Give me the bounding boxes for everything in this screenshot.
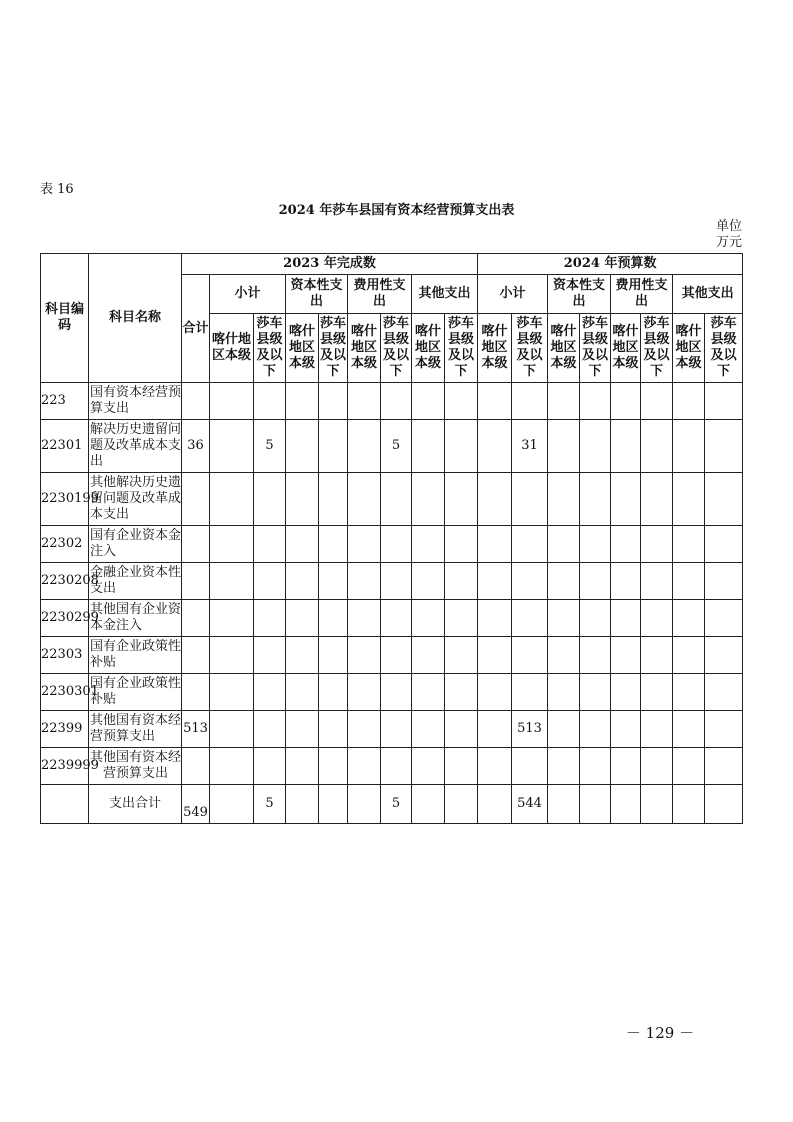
row-value: [182, 473, 210, 526]
row-value: [548, 711, 580, 748]
row-value: [254, 473, 286, 526]
row-code: 2230301: [41, 674, 89, 711]
header-sub-kashgar: 喀什地区本级: [412, 314, 445, 383]
row-name: 其他国有资本经营预算支出: [89, 711, 182, 748]
table-number: 表 16: [40, 182, 74, 197]
total-value: [319, 785, 348, 824]
row-value: [319, 420, 348, 473]
total-value: 549: [182, 785, 210, 824]
row-value: [445, 674, 478, 711]
row-value: 5: [254, 420, 286, 473]
table-row: [41, 637, 743, 674]
row-value: [478, 637, 512, 674]
row-value: [548, 637, 580, 674]
header-2023-expense: 费用性支出: [348, 275, 412, 314]
row-value: [210, 600, 254, 637]
row-value: [611, 526, 641, 563]
row-value: [319, 563, 348, 600]
row-value: [705, 420, 743, 473]
row-value: [478, 674, 512, 711]
row-value: [412, 473, 445, 526]
row-value: [673, 711, 705, 748]
row-value: [412, 526, 445, 563]
header-2024-other: 其他支出: [673, 275, 743, 314]
row-value: [319, 637, 348, 674]
row-value: [319, 748, 348, 785]
header-sub-kashgar: 喀什地区本级: [478, 314, 512, 383]
row-value: [673, 473, 705, 526]
header-sub-kashgar: 喀什地区本级: [210, 314, 254, 383]
row-value: [478, 526, 512, 563]
row-value: [210, 473, 254, 526]
header-sub-shache: 莎车县级及以下: [512, 314, 548, 383]
row-value: [611, 600, 641, 637]
row-value: [348, 473, 381, 526]
row-value: [445, 383, 478, 420]
row-value: [381, 637, 412, 674]
row-value: [319, 711, 348, 748]
table-row: [41, 383, 743, 420]
row-value: [673, 383, 705, 420]
row-value: [673, 748, 705, 785]
row-value: [478, 563, 512, 600]
row-value: [641, 748, 673, 785]
header-sub-shache: 莎车县级及以下: [319, 314, 348, 383]
row-value: [611, 711, 641, 748]
row-value: [641, 473, 673, 526]
row-value: [182, 674, 210, 711]
row-value: [182, 600, 210, 637]
row-value: [182, 637, 210, 674]
row-value: [580, 748, 611, 785]
header-sub-shache: 莎车县级及以下: [445, 314, 478, 383]
row-value: [641, 600, 673, 637]
row-value: [412, 711, 445, 748]
total-value: [641, 785, 673, 824]
total-value: [445, 785, 478, 824]
total-value: [580, 785, 611, 824]
row-name: 国有企业资本金注入: [89, 526, 182, 563]
row-value: [445, 637, 478, 674]
row-value: [286, 600, 319, 637]
row-value: [348, 383, 381, 420]
row-value: [512, 600, 548, 637]
expenditure-table: [40, 253, 743, 824]
header-sub-kashgar: 喀什地区本级: [348, 314, 381, 383]
row-value: [254, 711, 286, 748]
total-value: 5: [381, 785, 412, 824]
row-value: [673, 600, 705, 637]
row-value: 5: [381, 420, 412, 473]
row-value: [348, 600, 381, 637]
table-row: [41, 420, 743, 473]
row-value: [348, 711, 381, 748]
row-value: [319, 473, 348, 526]
header-sub-shache: 莎车县级及以下: [580, 314, 611, 383]
row-value: [580, 383, 611, 420]
row-code: 223: [41, 383, 89, 420]
row-value: [611, 674, 641, 711]
row-code: 22302: [41, 526, 89, 563]
header-sub-kashgar: 喀什地区本级: [548, 314, 580, 383]
row-value: 31: [512, 420, 548, 473]
row-value: [381, 473, 412, 526]
row-value: [641, 563, 673, 600]
row-code: 22301: [41, 420, 89, 473]
row-value: [641, 383, 673, 420]
row-value: [548, 748, 580, 785]
row-value: [611, 473, 641, 526]
row-value: [548, 526, 580, 563]
table-row: [41, 600, 743, 637]
row-value: [348, 637, 381, 674]
row-value: [705, 711, 743, 748]
row-value: [445, 526, 478, 563]
row-value: 513: [182, 711, 210, 748]
row-code: 22399: [41, 711, 89, 748]
header-sub-shache: 莎车县级及以下: [705, 314, 743, 383]
row-value: [548, 473, 580, 526]
row-value: [286, 383, 319, 420]
row-name: 其他国有资本经营预算支出: [89, 748, 182, 785]
row-value: [254, 637, 286, 674]
row-value: [210, 674, 254, 711]
row-value: [580, 420, 611, 473]
row-value: [445, 420, 478, 473]
table-row: [41, 526, 743, 563]
row-value: [210, 637, 254, 674]
row-value: [580, 674, 611, 711]
row-value: [673, 637, 705, 674]
row-value: [381, 600, 412, 637]
row-value: [381, 711, 412, 748]
row-value: [381, 748, 412, 785]
row-value: [210, 526, 254, 563]
row-value: [641, 637, 673, 674]
row-value: [705, 473, 743, 526]
row-name: 金融企业资本性支出: [89, 563, 182, 600]
row-value: [611, 383, 641, 420]
header-sub-shache: 莎车县级及以下: [641, 314, 673, 383]
row-name: 国有资本经营预算支出: [89, 383, 182, 420]
row-value: [512, 563, 548, 600]
row-value: [210, 748, 254, 785]
row-value: [412, 383, 445, 420]
row-value: [548, 674, 580, 711]
row-value: [478, 473, 512, 526]
total-value: [348, 785, 381, 824]
row-value: [319, 526, 348, 563]
row-value: [641, 526, 673, 563]
row-value: [580, 563, 611, 600]
header-2023-capital: 资本性支出: [286, 275, 348, 314]
total-row: [41, 785, 743, 824]
row-value: [512, 674, 548, 711]
row-value: [210, 563, 254, 600]
row-value: [381, 674, 412, 711]
row-value: [286, 711, 319, 748]
row-name: 解决历史遗留问题及改革成本支出: [89, 420, 182, 473]
row-value: [412, 637, 445, 674]
row-value: [319, 383, 348, 420]
row-value: [254, 748, 286, 785]
total-value: [611, 785, 641, 824]
header-sub-kashgar: 喀什地区本级: [286, 314, 319, 383]
total-value: [210, 785, 254, 824]
header-2024-expense: 费用性支出: [611, 275, 673, 314]
row-code: 2230199: [41, 473, 89, 526]
row-value: [548, 383, 580, 420]
row-value: [705, 600, 743, 637]
header-total: 合计: [182, 275, 210, 383]
row-value: [478, 383, 512, 420]
row-value: [580, 711, 611, 748]
row-value: [641, 420, 673, 473]
row-value: [445, 600, 478, 637]
unit-line-1: 单位: [715, 219, 742, 234]
header-sub-shache: 莎车县级及以下: [254, 314, 286, 383]
table-row: [41, 563, 743, 600]
row-value: [478, 600, 512, 637]
row-value: [580, 637, 611, 674]
row-value: [580, 526, 611, 563]
row-value: [348, 420, 381, 473]
row-value: [254, 600, 286, 637]
total-value: [478, 785, 512, 824]
row-value: [673, 674, 705, 711]
row-value: [641, 711, 673, 748]
header-code: 科目编码: [41, 254, 89, 383]
row-code: 22303: [41, 637, 89, 674]
header-name: 科目名称: [89, 254, 182, 383]
row-value: [182, 748, 210, 785]
page-title: 2024 年莎车县国有资本经营预算支出表: [278, 203, 515, 218]
table-row: [41, 473, 743, 526]
header-2023-other: 其他支出: [412, 275, 478, 314]
table-row: [41, 711, 743, 748]
row-value: [319, 674, 348, 711]
total-code: [41, 785, 89, 824]
row-value: 36: [182, 420, 210, 473]
row-value: [348, 674, 381, 711]
row-value: [182, 383, 210, 420]
row-value: [673, 420, 705, 473]
header-sub-kashgar: 喀什地区本级: [611, 314, 641, 383]
row-value: [478, 711, 512, 748]
total-value: [548, 785, 580, 824]
row-value: [319, 600, 348, 637]
table-row: [41, 674, 743, 711]
row-value: [210, 383, 254, 420]
row-value: [705, 674, 743, 711]
row-value: [286, 748, 319, 785]
row-value: [512, 748, 548, 785]
row-value: [611, 420, 641, 473]
header-2023-subtotal: 小计: [210, 275, 286, 314]
header-sub-kashgar: 喀什地区本级: [673, 314, 705, 383]
total-value: [412, 785, 445, 824]
row-value: [611, 637, 641, 674]
row-value: [210, 420, 254, 473]
unit-line-2: 万元: [715, 235, 742, 250]
header-sub-shache: 莎车县级及以下: [381, 314, 412, 383]
row-value: [705, 383, 743, 420]
row-value: [182, 563, 210, 600]
row-value: [412, 563, 445, 600]
row-value: [580, 473, 611, 526]
total-value: [705, 785, 743, 824]
row-name: 国有企业政策性补贴: [89, 674, 182, 711]
row-value: [254, 526, 286, 563]
row-name: 其他解决历史遗留问题及改革成本支出: [89, 473, 182, 526]
total-value: [673, 785, 705, 824]
row-value: [548, 600, 580, 637]
header-2024-capital: 资本性支出: [548, 275, 611, 314]
row-value: [286, 420, 319, 473]
header-2024-subtotal: 小计: [478, 275, 548, 314]
row-value: [348, 748, 381, 785]
row-value: [512, 526, 548, 563]
row-value: [705, 563, 743, 600]
total-label: 支出合计: [89, 785, 182, 824]
row-value: [412, 674, 445, 711]
row-value: [210, 711, 254, 748]
row-value: [348, 563, 381, 600]
row-value: [254, 383, 286, 420]
row-value: [548, 563, 580, 600]
row-value: [512, 473, 548, 526]
header-2024: 2024 年预算数: [478, 254, 743, 275]
row-value: [478, 748, 512, 785]
row-value: [445, 563, 478, 600]
row-value: [673, 526, 705, 563]
row-name: 国有企业政策性补贴: [89, 637, 182, 674]
table-row: [41, 748, 743, 785]
row-code: 2230208: [41, 563, 89, 600]
row-value: [705, 748, 743, 785]
row-value: [412, 600, 445, 637]
row-value: [641, 674, 673, 711]
row-value: [548, 420, 580, 473]
row-code: 2230299: [41, 600, 89, 637]
row-value: [512, 383, 548, 420]
row-value: [286, 674, 319, 711]
row-value: [286, 637, 319, 674]
row-value: [478, 420, 512, 473]
row-code: 2239999: [41, 748, 89, 785]
row-value: [254, 563, 286, 600]
total-value: [286, 785, 319, 824]
row-value: [705, 637, 743, 674]
row-value: [611, 748, 641, 785]
row-value: [705, 526, 743, 563]
row-value: [286, 526, 319, 563]
row-value: [254, 674, 286, 711]
row-value: [286, 473, 319, 526]
row-value: [381, 526, 412, 563]
row-value: [348, 526, 381, 563]
row-value: [182, 526, 210, 563]
row-value: [412, 748, 445, 785]
row-value: [673, 563, 705, 600]
total-value: 544: [512, 785, 548, 824]
row-value: [580, 600, 611, 637]
row-name: 其他国有企业资本金注入: [89, 600, 182, 637]
total-value: 5: [254, 785, 286, 824]
row-value: [381, 383, 412, 420]
row-value: [381, 563, 412, 600]
row-value: [445, 748, 478, 785]
row-value: [611, 563, 641, 600]
page-number: － 129 －: [625, 1024, 695, 1042]
row-value: [512, 637, 548, 674]
header-2023: 2023 年完成数: [182, 254, 478, 275]
row-value: 513: [512, 711, 548, 748]
row-value: [412, 420, 445, 473]
row-value: [286, 563, 319, 600]
row-value: [445, 711, 478, 748]
row-value: [445, 473, 478, 526]
unit-label: [700, 219, 742, 251]
